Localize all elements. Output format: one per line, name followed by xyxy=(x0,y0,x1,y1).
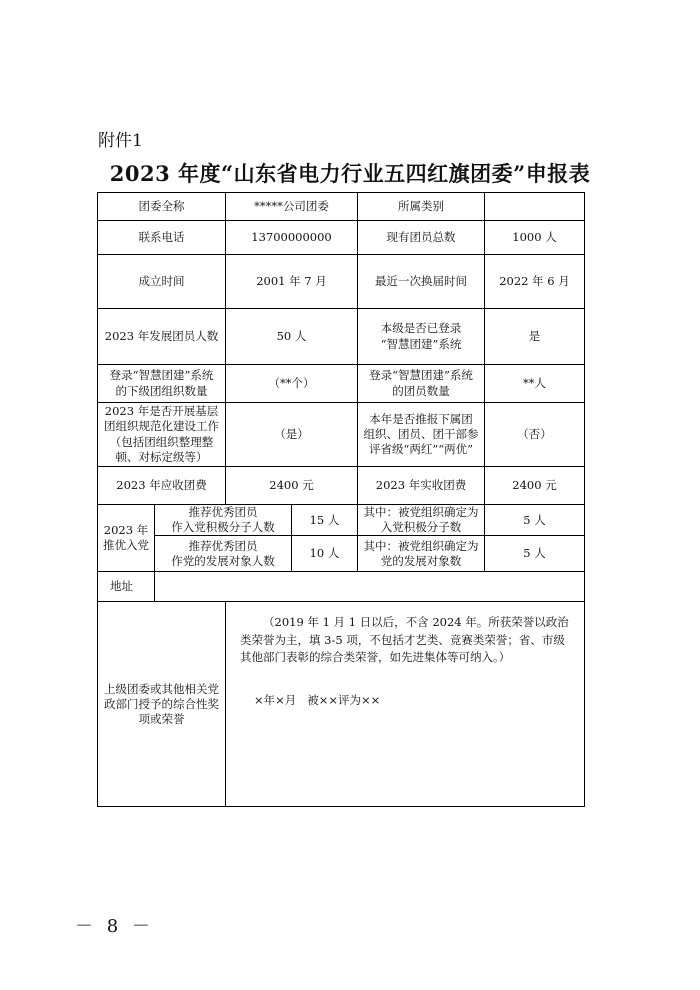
table-row xyxy=(98,467,585,505)
founded-label: 成立时间 xyxy=(98,255,226,309)
address-value[interactable] xyxy=(155,572,585,602)
table-row xyxy=(98,193,585,221)
org-name-value[interactable]: *****公司团委 xyxy=(226,193,358,221)
standardization-value[interactable]: （是） xyxy=(226,403,358,467)
last-election-value[interactable]: 2022 年 6 月 xyxy=(485,255,585,309)
org-name-label: 团委全称 xyxy=(98,193,226,221)
system-login-label: 本级是否已登录 “智慧团建”系统 xyxy=(358,309,485,365)
honors-label: 上级团委或其他相关党 政部门授予的综合性奖 项或荣誉 xyxy=(98,602,226,807)
party-recommendation-label: 2023 年 推优入党 xyxy=(98,505,155,572)
honors-value[interactable] xyxy=(226,602,585,807)
activist-confirmed-label: 其中：被党组织确定为 入党积极分子数 xyxy=(358,505,485,536)
candidate-recommended-value[interactable]: 10 人 xyxy=(292,536,358,572)
page-number: － 8 － xyxy=(75,916,154,937)
table-row xyxy=(98,221,585,255)
table-row xyxy=(98,602,585,807)
candidate-confirmed-value[interactable]: 5 人 xyxy=(485,536,585,572)
sub-org-count-value[interactable]: （**个） xyxy=(226,365,358,403)
honors-example: ×年×月 被××评为×× xyxy=(254,693,381,708)
system-login-value[interactable]: 是 xyxy=(485,309,585,365)
fees-paid-value[interactable]: 2400 元 xyxy=(485,467,585,505)
sub-org-count-label: 登录“智慧团建”系统 的下级团组织数量 xyxy=(98,365,226,403)
table-row xyxy=(98,403,585,467)
nomination-value[interactable]: （否） xyxy=(485,403,585,467)
form-title: 2023 年度“山东省电力行业五四红旗团委”申报表 xyxy=(109,161,591,186)
address-label: 地址 xyxy=(98,572,155,602)
member-total-label: 现有团员总数 xyxy=(358,221,485,255)
table-row xyxy=(98,536,585,572)
activist-confirmed-value[interactable]: 5 人 xyxy=(485,505,585,536)
category-value[interactable] xyxy=(485,193,585,221)
activist-recommended-value[interactable]: 15 人 xyxy=(292,505,358,536)
new-members-value[interactable]: 50 人 xyxy=(226,309,358,365)
table-row xyxy=(98,505,585,536)
candidate-recommended-label: 推荐优秀团员 作党的发展对象人数 xyxy=(155,536,292,572)
member-total-value[interactable]: 1000 人 xyxy=(485,221,585,255)
phone-value[interactable]: 13700000000 xyxy=(226,221,358,255)
founded-value[interactable]: 2001 年 7 月 xyxy=(226,255,358,309)
registered-members-value[interactable]: **人 xyxy=(485,365,585,403)
table-row xyxy=(98,309,585,365)
new-members-label: 2023 年发展团员人数 xyxy=(98,309,226,365)
table-row xyxy=(98,255,585,309)
activist-recommended-label: 推荐优秀团员 作入党积极分子人数 xyxy=(155,505,292,536)
last-election-label: 最近一次换届时间 xyxy=(358,255,485,309)
phone-label: 联系电话 xyxy=(98,221,226,255)
registered-members-label: 登录“智慧团建”系统 的团员数量 xyxy=(358,365,485,403)
standardization-label: 2023 年是否开展基层 团组织规范化建设工作 （包括团组织整理整 顿、对标定级等） xyxy=(98,403,226,467)
nomination-label: 本年是否推报下属团 组织、团员、团干部参 评省级“两红”“两优” xyxy=(358,403,485,467)
table-row xyxy=(98,365,585,403)
candidate-confirmed-label: 其中：被党组织确定为 党的发展对象数 xyxy=(358,536,485,572)
fees-due-label: 2023 年应收团费 xyxy=(98,467,226,505)
attachment-label: 附件1 xyxy=(98,131,143,151)
fees-paid-label: 2023 年实收团费 xyxy=(358,467,485,505)
fees-due-value[interactable]: 2400 元 xyxy=(226,467,358,505)
application-form-table xyxy=(97,192,585,807)
category-label: 所属类别 xyxy=(358,193,485,221)
table-row xyxy=(98,572,585,602)
honors-instructions: （2019 年 1 月 1 日以后，不含 2024 年。所获荣誉以政治类荣誉为主，填 3-5 项，不包括才艺类、竞赛类荣誉；省、市级其他部门表彰的综合类荣誉，如先进集体等可纳入。） xyxy=(240,615,569,664)
